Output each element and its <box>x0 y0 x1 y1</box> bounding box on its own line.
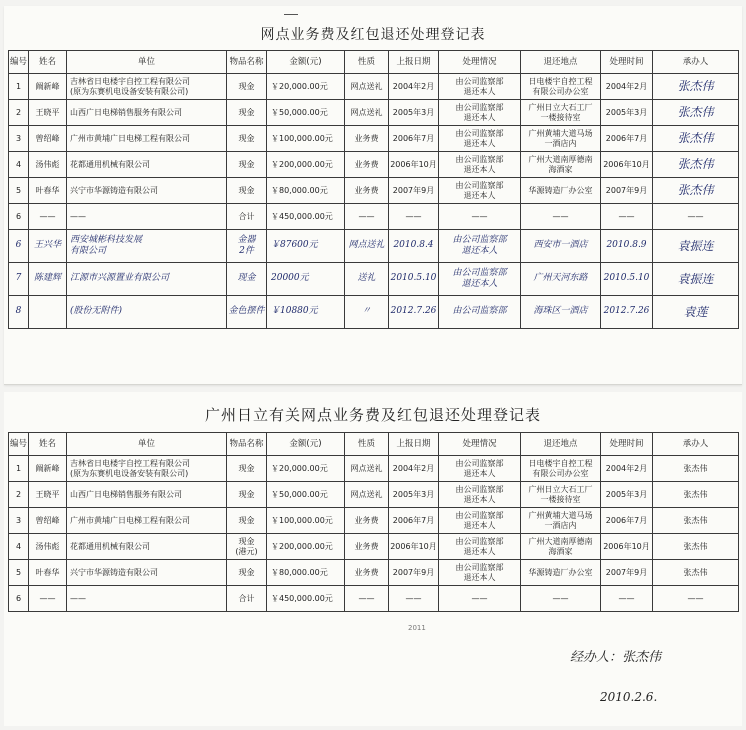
cell-handle-date: —— <box>601 204 653 230</box>
cell-no: 3 <box>9 126 29 152</box>
cell-handler: 张杰伟 <box>653 100 739 126</box>
cell-amount: ￥20,000.00元 <box>267 74 345 100</box>
cell-unit: 山西广日电梯销售服务有限公司 <box>67 482 227 508</box>
cell-unit: 吉林省日电楼宇自控工程有限公司 (原为东赛机电设备安装有限公司) <box>67 74 227 100</box>
handwritten-row <box>9 263 739 296</box>
cell-unit: 兴宁市华源铸造有限公司 <box>67 178 227 204</box>
cell-report-date: 2007年9月 <box>389 560 439 586</box>
column-header-type: 性质 <box>345 51 389 74</box>
cell-no: 4 <box>9 152 29 178</box>
cell-item: 现金 <box>227 126 267 152</box>
column-header-amount: 金额(元) <box>267 433 345 456</box>
column-header-handler: 承办人 <box>653 51 739 74</box>
cell-return-place: 华源铸造厂办公室 <box>521 560 601 586</box>
table-row <box>9 456 739 482</box>
cell-handle-date: 2010.8.9 <box>601 230 653 263</box>
table-header-row <box>9 433 739 456</box>
sheet-title-top: 网点业务费及红包退还处理登记表 <box>260 27 486 43</box>
cell-amount: ￥10880元 <box>267 296 345 329</box>
cell-name: 汤伟彪 <box>29 534 67 560</box>
cell-unit: 广州市黄埔广日电梯工程有限公司 <box>67 508 227 534</box>
cell-handling: 由公司监察部 退还本人 <box>439 152 521 178</box>
cell-handler: 张杰伟 <box>653 534 739 560</box>
cell-no: 8 <box>9 296 29 329</box>
cell-report-date: 2006年10月 <box>389 534 439 560</box>
table-row <box>9 126 739 152</box>
cell-no: 5 <box>9 560 29 586</box>
cell-handle-date: 2004年2月 <box>601 74 653 100</box>
cell-handling: 由公司监察部 退还本人 <box>439 178 521 204</box>
table-row <box>9 204 739 230</box>
column-header-amount: 金额(元) <box>267 51 345 74</box>
table-body <box>9 456 739 612</box>
table-row <box>9 560 739 586</box>
cell-type: 送礼 <box>345 263 389 296</box>
cell-unit: 山西广日电梯销售服务有限公司 <box>67 100 227 126</box>
cell-report-date: 2006年7月 <box>389 508 439 534</box>
cell-type: 业务费 <box>345 508 389 534</box>
cell-handler: 张杰伟 <box>653 508 739 534</box>
cell-handler: 张杰伟 <box>653 482 739 508</box>
cell-unit: 江源市兴源置业有限公司 <box>67 263 227 296</box>
cell-type: 业务费 <box>345 178 389 204</box>
column-header-handling: 处理情况 <box>439 51 521 74</box>
cell-unit: —— <box>67 204 227 230</box>
cell-name: —— <box>29 204 67 230</box>
cell-no: 4 <box>9 534 29 560</box>
column-header-handling: 处理情况 <box>439 433 521 456</box>
cell-name: 陈建辉 <box>29 263 67 296</box>
cell-handler: —— <box>653 204 739 230</box>
cell-no: 5 <box>9 178 29 204</box>
cell-return-place: 华源铸造厂办公室 <box>521 178 601 204</box>
handwritten-row <box>9 230 739 263</box>
column-header-return-place: 退还地点 <box>521 433 601 456</box>
table-row <box>9 74 739 100</box>
cell-item: 合计 <box>227 586 267 612</box>
cell-type: 网点送礼 <box>345 230 389 263</box>
cell-item: 现金 (港元) <box>227 534 267 560</box>
cell-unit: —— <box>67 586 227 612</box>
cell-handling: 由公司监察部 退还本人 <box>439 74 521 100</box>
cell-handling: 由公司监察部 退还本人 <box>439 230 521 263</box>
cell-handler: 张杰伟 <box>653 126 739 152</box>
cell-no: 1 <box>9 456 29 482</box>
cell-return-place: 广州天河东路 <box>521 263 601 296</box>
cell-report-date: 2012.7.26 <box>389 296 439 329</box>
cell-handle-date: 2005年3月 <box>601 482 653 508</box>
cell-report-date: 2005年3月 <box>389 100 439 126</box>
cell-handling: 由公司监察部 退还本人 <box>439 560 521 586</box>
cell-amount: ￥80,000.00元 <box>267 560 345 586</box>
cell-report-date: 2010.8.4 <box>389 230 439 263</box>
table-row <box>9 534 739 560</box>
table-row <box>9 482 739 508</box>
cell-name: 叶春华 <box>29 560 67 586</box>
cell-return-place: 广州日立大石工厂 一楼接待室 <box>521 482 601 508</box>
cell-item: 现金 <box>227 178 267 204</box>
cell-amount: ￥200,000.00元 <box>267 534 345 560</box>
cell-amount: ￥450,000.00元 <box>267 204 345 230</box>
cell-handle-date: 2007年9月 <box>601 560 653 586</box>
cell-return-place: 日电楼宇自控工程 有限公司办公室 <box>521 74 601 100</box>
cell-item: 现金 <box>227 100 267 126</box>
column-header-item: 物品名称 <box>227 51 267 74</box>
cell-handle-date: 2006年10月 <box>601 534 653 560</box>
cell-handling: 由公司监察部 退还本人 <box>439 482 521 508</box>
cell-name: 阚新峰 <box>29 74 67 100</box>
handwritten-row <box>9 296 739 329</box>
cell-report-date: 2010.5.10 <box>389 263 439 296</box>
cell-no: 6 <box>9 586 29 612</box>
table-row <box>9 508 739 534</box>
cell-handle-date: 2006年7月 <box>601 126 653 152</box>
cell-handling: 由公司监察部 退还本人 <box>439 263 521 296</box>
cell-report-date: —— <box>389 586 439 612</box>
cell-return-place: 广州大道南厚德南 海酒家 <box>521 534 601 560</box>
cell-type: 网点送礼 <box>345 100 389 126</box>
cell-unit: 兴宁市华源铸造有限公司 <box>67 560 227 586</box>
cell-no: 7 <box>9 263 29 296</box>
table-row <box>9 100 739 126</box>
cell-handling: 由公司监察部 <box>439 296 521 329</box>
cell-unit: 广州市黄埔广日电梯工程有限公司 <box>67 126 227 152</box>
register-table-bottom <box>8 432 739 612</box>
cell-report-date: 2007年9月 <box>389 178 439 204</box>
cell-type: 业务费 <box>345 560 389 586</box>
cell-item: 金色摆件 <box>227 296 267 329</box>
cell-handler: 袁振连 <box>653 230 739 263</box>
cell-return-place: —— <box>521 586 601 612</box>
cell-return-place: 日电楼宇自控工程 有限公司办公室 <box>521 456 601 482</box>
cell-item: 合计 <box>227 204 267 230</box>
cell-name: 王晓平 <box>29 482 67 508</box>
cell-handling: 由公司监察部 退还本人 <box>439 534 521 560</box>
cell-report-date: 2004年2月 <box>389 74 439 100</box>
cell-type: 业务费 <box>345 152 389 178</box>
cell-return-place: 广州日立大石工厂 一楼接待室 <box>521 100 601 126</box>
cell-name: —— <box>29 586 67 612</box>
cell-item: 现金 <box>227 508 267 534</box>
column-header-item: 物品名称 <box>227 433 267 456</box>
cell-unit: 花都通用机械有限公司 <box>67 152 227 178</box>
cell-unit: 吉林省日电楼宇自控工程有限公司 (原为东赛机电设备安装有限公司) <box>67 456 227 482</box>
cell-name: 叶春华 <box>29 178 67 204</box>
cell-amount: ￥87600元 <box>267 230 345 263</box>
cell-return-place: 海珠区一酒店 <box>521 296 601 329</box>
column-header-report-date: 上报日期 <box>389 51 439 74</box>
pen-mark <box>284 14 298 15</box>
cell-type: 业务费 <box>345 534 389 560</box>
cell-amount: 20000元 <box>267 263 345 296</box>
cell-amount: ￥100,000.00元 <box>267 126 345 152</box>
cell-return-place: 广州大道南厚德南 海酒家 <box>521 152 601 178</box>
cell-type: 〃 <box>345 296 389 329</box>
register-sheet-top <box>4 6 742 385</box>
table-row <box>9 178 739 204</box>
register-sheet-bottom <box>4 392 742 726</box>
cell-name <box>29 296 67 329</box>
cell-amount: ￥100,000.00元 <box>267 508 345 534</box>
column-header-name: 姓名 <box>29 51 67 74</box>
cell-handle-date: 2012.7.26 <box>601 296 653 329</box>
cell-report-date: 2006年10月 <box>389 152 439 178</box>
cell-name: 汤伟彪 <box>29 152 67 178</box>
cell-handler: 张杰伟 <box>653 74 739 100</box>
cell-report-date: 2005年3月 <box>389 482 439 508</box>
cell-handle-date: 2006年10月 <box>601 152 653 178</box>
cell-no: 3 <box>9 508 29 534</box>
cell-return-place: 广州黄埔大道马场 一酒店内 <box>521 508 601 534</box>
cell-no: 2 <box>9 482 29 508</box>
cell-name: 阚新峰 <box>29 456 67 482</box>
table-row <box>9 152 739 178</box>
cell-handler: 张杰伟 <box>653 560 739 586</box>
cell-handler: 袁莲 <box>653 296 739 329</box>
cell-handle-date: 2010.5.10 <box>601 263 653 296</box>
cell-handler: 袁振连 <box>653 263 739 296</box>
column-header-name: 姓名 <box>29 433 67 456</box>
cell-name: 王兴华 <box>29 230 67 263</box>
cell-item: 现金 <box>227 263 267 296</box>
table-row <box>9 586 739 612</box>
cell-item: 现金 <box>227 456 267 482</box>
stray-mark: 2011 <box>408 624 426 632</box>
cell-unit: 西安城彬科技发展 有限公司 <box>67 230 227 263</box>
signature-date: 2010.2.6. <box>600 690 658 704</box>
cell-amount: ￥50,000.00元 <box>267 482 345 508</box>
cell-handler: —— <box>653 586 739 612</box>
cell-unit: 花都通用机械有限公司 <box>67 534 227 560</box>
cell-report-date: 2006年7月 <box>389 126 439 152</box>
cell-amount: ￥80,000.00元 <box>267 178 345 204</box>
cell-item: 现金 <box>227 482 267 508</box>
table-body <box>9 74 739 329</box>
column-header-handle-date: 处理时间 <box>601 51 653 74</box>
column-header-unit: 单位 <box>67 51 227 74</box>
cell-handler: 张杰伟 <box>653 456 739 482</box>
cell-handling: 由公司监察部 退还本人 <box>439 126 521 152</box>
cell-amount: ￥50,000.00元 <box>267 100 345 126</box>
column-header-return-place: 退还地点 <box>521 51 601 74</box>
cell-no: 2 <box>9 100 29 126</box>
cell-type: 业务费 <box>345 126 389 152</box>
column-header-no: 编号 <box>9 51 29 74</box>
cell-no: 6 <box>9 230 29 263</box>
cell-no: 6 <box>9 204 29 230</box>
cell-item: 现金 <box>227 74 267 100</box>
cell-handling: —— <box>439 204 521 230</box>
cell-return-place: —— <box>521 204 601 230</box>
table-header-row <box>9 51 739 74</box>
cell-name: 曾绍峰 <box>29 126 67 152</box>
cell-name: 曾绍峰 <box>29 508 67 534</box>
cell-name: 王晓平 <box>29 100 67 126</box>
cell-report-date: —— <box>389 204 439 230</box>
cell-handling: 由公司监察部 退还本人 <box>439 456 521 482</box>
cell-handle-date: 2005年3月 <box>601 100 653 126</box>
cell-item: 现金 <box>227 560 267 586</box>
column-header-unit: 单位 <box>67 433 227 456</box>
cell-return-place: 西安市一酒店 <box>521 230 601 263</box>
cell-amount: ￥450,000.00元 <box>267 586 345 612</box>
column-header-report-date: 上报日期 <box>389 433 439 456</box>
column-header-no: 编号 <box>9 433 29 456</box>
cell-return-place: 广州黄埔大道马场 一酒店内 <box>521 126 601 152</box>
cell-item: 现金 <box>227 152 267 178</box>
cell-type: 网点送礼 <box>345 74 389 100</box>
register-table-top <box>8 50 739 329</box>
cell-type: 网点送礼 <box>345 456 389 482</box>
cell-no: 1 <box>9 74 29 100</box>
column-header-handle-date: 处理时间 <box>601 433 653 456</box>
cell-handle-date: 2006年7月 <box>601 508 653 534</box>
cell-report-date: 2004年2月 <box>389 456 439 482</box>
cell-type: 网点送礼 <box>345 482 389 508</box>
cell-item: 金器 2件 <box>227 230 267 263</box>
cell-amount: ￥20,000.00元 <box>267 456 345 482</box>
cell-handle-date: 2007年9月 <box>601 178 653 204</box>
column-header-handler: 承办人 <box>653 433 739 456</box>
cell-unit: (股份无附件) <box>67 296 227 329</box>
cell-handle-date: —— <box>601 586 653 612</box>
cell-type: —— <box>345 586 389 612</box>
cell-handle-date: 2004年2月 <box>601 456 653 482</box>
cell-type: —— <box>345 204 389 230</box>
handler-signature: 经办人：张杰伟 <box>570 650 662 665</box>
cell-amount: ￥200,000.00元 <box>267 152 345 178</box>
cell-handler: 张杰伟 <box>653 178 739 204</box>
sheet-title-bottom: 广州日立有关网点业务费及红包退还处理登记表 <box>204 406 541 424</box>
cell-handling: 由公司监察部 退还本人 <box>439 100 521 126</box>
cell-handling: 由公司监察部 退还本人 <box>439 508 521 534</box>
cell-handling: —— <box>439 586 521 612</box>
cell-handler: 张杰伟 <box>653 152 739 178</box>
column-header-type: 性质 <box>345 433 389 456</box>
